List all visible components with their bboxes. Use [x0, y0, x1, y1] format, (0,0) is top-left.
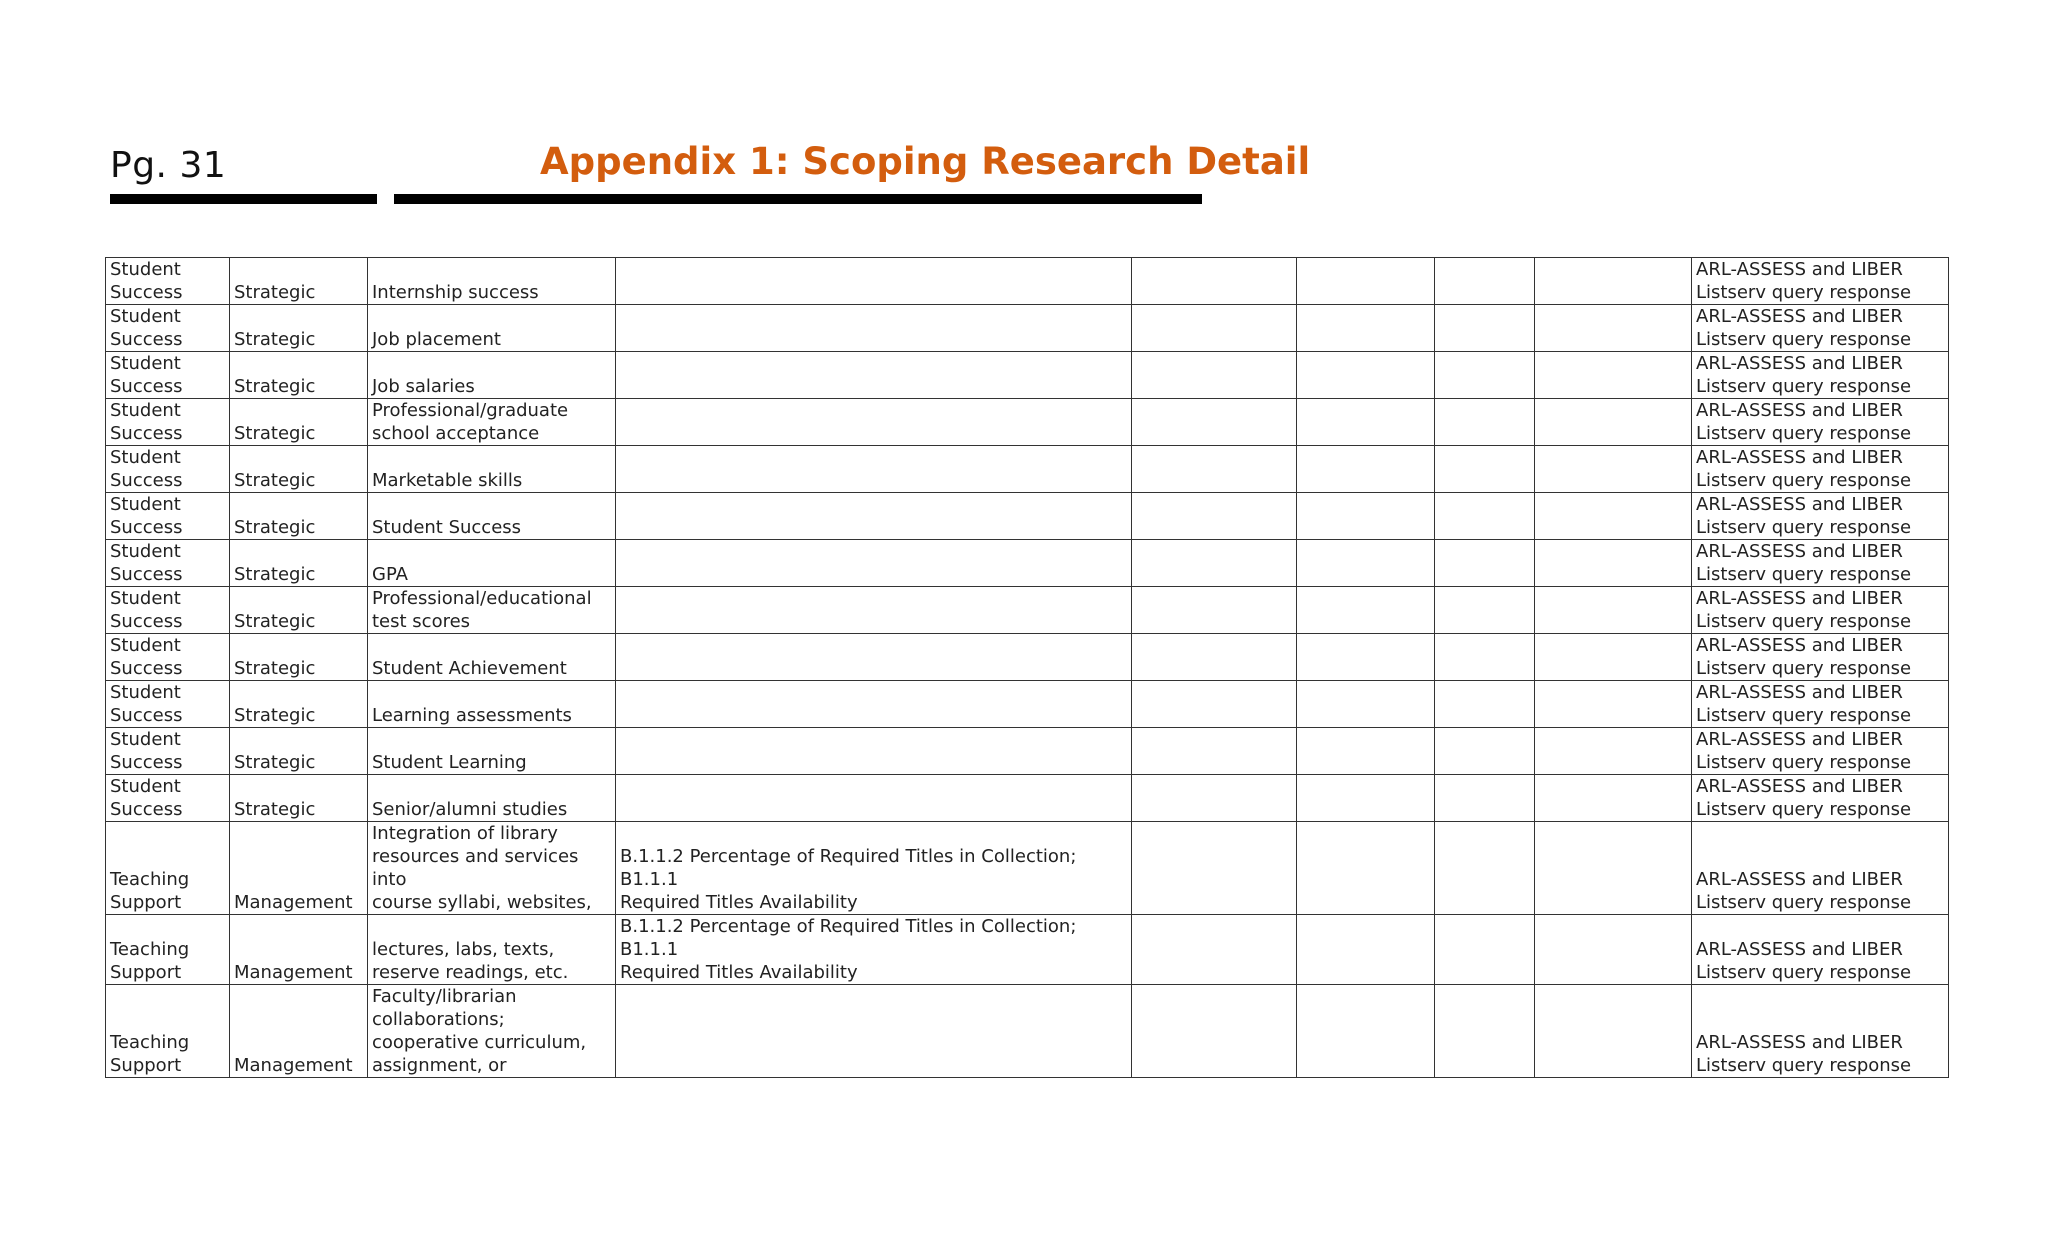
empty-cell [1535, 446, 1692, 493]
empty-cell [1132, 587, 1297, 634]
type-cell: Management [230, 985, 368, 1078]
table-row [106, 775, 1949, 822]
empty-cell [1535, 985, 1692, 1078]
header-rule-right [394, 194, 1202, 204]
table-row [106, 728, 1949, 775]
type-cell: Strategic [230, 258, 368, 305]
area-cell: Teaching Support [106, 822, 230, 915]
metric-cell: Faculty/librarian collaborations; cooperative curriculum, assignment, or [368, 985, 616, 1078]
type-cell: Strategic [230, 587, 368, 634]
metric-cell: Learning assessments [368, 681, 616, 728]
empty-cell [1435, 352, 1535, 399]
metric-cell: Student Success [368, 493, 616, 540]
type-cell: Strategic [230, 305, 368, 352]
measure-cell [616, 352, 1132, 399]
source-cell: ARL-ASSESS and LIBER Listserv query response [1692, 822, 1949, 915]
table-row [106, 822, 1949, 915]
empty-cell [1435, 305, 1535, 352]
table-row [106, 399, 1949, 446]
empty-cell [1435, 258, 1535, 305]
area-cell: Student Success [106, 681, 230, 728]
empty-cell [1132, 305, 1297, 352]
scoping-research-table [105, 257, 1949, 1078]
empty-cell [1297, 587, 1435, 634]
empty-cell [1535, 634, 1692, 681]
empty-cell [1435, 985, 1535, 1078]
empty-cell [1435, 775, 1535, 822]
page-title: Appendix 1: Scoping Research Detail [540, 140, 1311, 183]
type-cell: Strategic [230, 352, 368, 399]
table-row [106, 446, 1949, 493]
metric-cell: Professional/educational test scores [368, 587, 616, 634]
area-cell: Teaching Support [106, 915, 230, 985]
measure-cell [616, 634, 1132, 681]
empty-cell [1535, 305, 1692, 352]
area-cell: Teaching Support [106, 985, 230, 1078]
empty-cell [1435, 493, 1535, 540]
empty-cell [1132, 540, 1297, 587]
source-cell: ARL-ASSESS and LIBER Listserv query response [1692, 681, 1949, 728]
empty-cell [1132, 634, 1297, 681]
empty-cell [1535, 258, 1692, 305]
measure-cell [616, 446, 1132, 493]
area-cell: Student Success [106, 775, 230, 822]
empty-cell [1297, 728, 1435, 775]
area-cell: Student Success [106, 305, 230, 352]
measure-cell [616, 985, 1132, 1078]
type-cell: Management [230, 822, 368, 915]
empty-cell [1535, 822, 1692, 915]
empty-cell [1535, 540, 1692, 587]
measure-cell [616, 775, 1132, 822]
source-cell: ARL-ASSESS and LIBER Listserv query response [1692, 305, 1949, 352]
empty-cell [1132, 775, 1297, 822]
type-cell: Strategic [230, 728, 368, 775]
source-cell: ARL-ASSESS and LIBER Listserv query response [1692, 493, 1949, 540]
measure-cell [616, 540, 1132, 587]
empty-cell [1132, 446, 1297, 493]
area-cell: Student Success [106, 352, 230, 399]
metric-cell: Senior/alumni studies [368, 775, 616, 822]
empty-cell [1435, 634, 1535, 681]
source-cell: ARL-ASSESS and LIBER Listserv query response [1692, 985, 1949, 1078]
type-cell: Strategic [230, 446, 368, 493]
source-cell: ARL-ASSESS and LIBER Listserv query response [1692, 915, 1949, 985]
empty-cell [1435, 681, 1535, 728]
page-number: Pg. 31 [110, 145, 227, 186]
empty-cell [1297, 634, 1435, 681]
source-cell: ARL-ASSESS and LIBER Listserv query response [1692, 540, 1949, 587]
source-cell: ARL-ASSESS and LIBER Listserv query response [1692, 446, 1949, 493]
area-cell: Student Success [106, 446, 230, 493]
empty-cell [1435, 399, 1535, 446]
empty-cell [1435, 822, 1535, 915]
table-row [106, 258, 1949, 305]
type-cell: Management [230, 915, 368, 985]
table-row [106, 915, 1949, 985]
empty-cell [1435, 540, 1535, 587]
metric-cell: Student Learning [368, 728, 616, 775]
empty-cell [1535, 775, 1692, 822]
empty-cell [1297, 681, 1435, 728]
empty-cell [1535, 399, 1692, 446]
empty-cell [1297, 258, 1435, 305]
measure-cell [616, 587, 1132, 634]
type-cell: Strategic [230, 493, 368, 540]
source-cell: ARL-ASSESS and LIBER Listserv query response [1692, 634, 1949, 681]
table-row [106, 352, 1949, 399]
area-cell: Student Success [106, 493, 230, 540]
measure-cell [616, 399, 1132, 446]
source-cell: ARL-ASSESS and LIBER Listserv query response [1692, 258, 1949, 305]
type-cell: Strategic [230, 634, 368, 681]
source-cell: ARL-ASSESS and LIBER Listserv query response [1692, 352, 1949, 399]
metric-cell: Integration of library resources and services into course syllabi, websites, [368, 822, 616, 915]
measure-cell: B.1.1.2 Percentage of Required Titles in Collection; B1.1.1 Required Titles Availability [616, 915, 1132, 985]
type-cell: Strategic [230, 681, 368, 728]
type-cell: Strategic [230, 399, 368, 446]
type-cell: Strategic [230, 775, 368, 822]
empty-cell [1535, 493, 1692, 540]
empty-cell [1297, 985, 1435, 1078]
empty-cell [1535, 728, 1692, 775]
table-row [106, 634, 1949, 681]
metric-cell: Marketable skills [368, 446, 616, 493]
empty-cell [1435, 446, 1535, 493]
empty-cell [1297, 305, 1435, 352]
metric-cell: Professional/graduate school acceptance [368, 399, 616, 446]
empty-cell [1132, 493, 1297, 540]
measure-cell [616, 305, 1132, 352]
empty-cell [1132, 399, 1297, 446]
empty-cell [1535, 352, 1692, 399]
table-body [106, 258, 1949, 1078]
measure-cell [616, 493, 1132, 540]
area-cell: Student Success [106, 728, 230, 775]
empty-cell [1535, 681, 1692, 728]
table-row [106, 493, 1949, 540]
measure-cell [616, 728, 1132, 775]
empty-cell [1132, 352, 1297, 399]
metric-cell: Student Achievement [368, 634, 616, 681]
metric-cell: Job salaries [368, 352, 616, 399]
empty-cell [1297, 915, 1435, 985]
table-row [106, 985, 1949, 1078]
area-cell: Student Success [106, 399, 230, 446]
empty-cell [1297, 399, 1435, 446]
empty-cell [1132, 822, 1297, 915]
source-cell: ARL-ASSESS and LIBER Listserv query response [1692, 399, 1949, 446]
source-cell: ARL-ASSESS and LIBER Listserv query response [1692, 728, 1949, 775]
empty-cell [1297, 822, 1435, 915]
table-row [106, 681, 1949, 728]
source-cell: ARL-ASSESS and LIBER Listserv query response [1692, 587, 1949, 634]
empty-cell [1297, 493, 1435, 540]
empty-cell [1132, 915, 1297, 985]
empty-cell [1535, 587, 1692, 634]
empty-cell [1297, 775, 1435, 822]
table-row [106, 587, 1949, 634]
area-cell: Student Success [106, 587, 230, 634]
measure-cell: B.1.1.2 Percentage of Required Titles in Collection; B1.1.1 Required Titles Availability [616, 822, 1132, 915]
measure-cell [616, 258, 1132, 305]
empty-cell [1297, 352, 1435, 399]
measure-cell [616, 681, 1132, 728]
metric-cell: Internship success [368, 258, 616, 305]
metric-cell: GPA [368, 540, 616, 587]
empty-cell [1132, 258, 1297, 305]
empty-cell [1132, 681, 1297, 728]
empty-cell [1132, 728, 1297, 775]
empty-cell [1297, 446, 1435, 493]
header-rule-left [110, 194, 377, 204]
area-cell: Student Success [106, 540, 230, 587]
area-cell: Student Success [106, 634, 230, 681]
metric-cell: lectures, labs, texts, reserve readings, etc. [368, 915, 616, 985]
empty-cell [1435, 728, 1535, 775]
table-row [106, 305, 1949, 352]
empty-cell [1435, 587, 1535, 634]
table-row [106, 540, 1949, 587]
type-cell: Strategic [230, 540, 368, 587]
empty-cell [1297, 540, 1435, 587]
empty-cell [1132, 985, 1297, 1078]
empty-cell [1435, 915, 1535, 985]
empty-cell [1535, 915, 1692, 985]
source-cell: ARL-ASSESS and LIBER Listserv query response [1692, 775, 1949, 822]
metric-cell: Job placement [368, 305, 616, 352]
area-cell: Student Success [106, 258, 230, 305]
